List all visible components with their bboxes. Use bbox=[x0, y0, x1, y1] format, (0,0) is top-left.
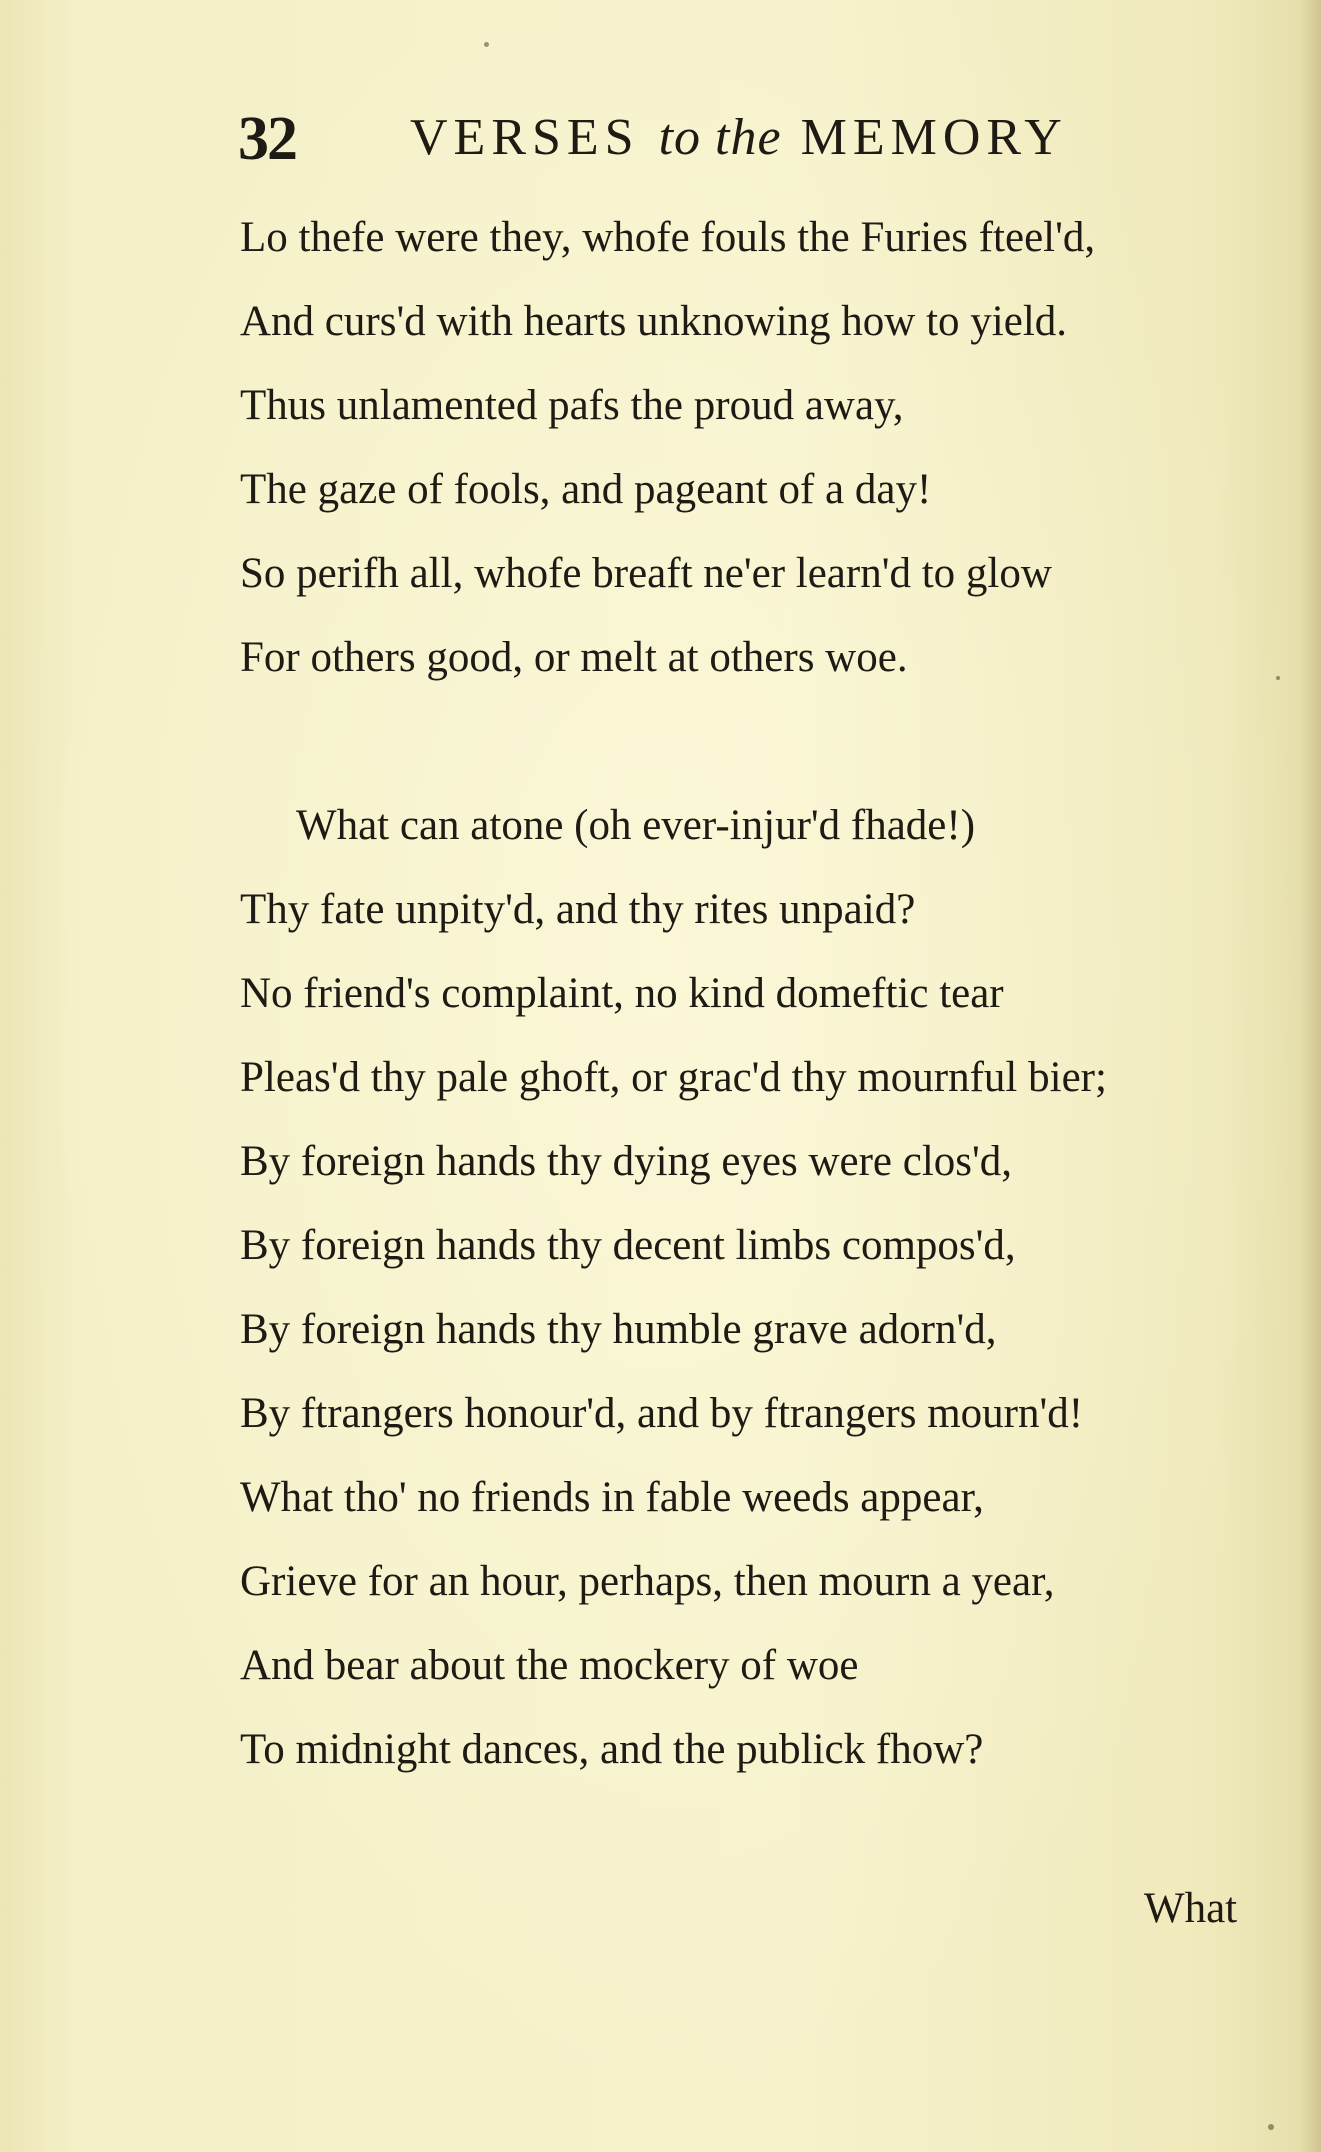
running-title-part3: MEMORY bbox=[800, 109, 1068, 166]
running-title bbox=[410, 108, 1068, 167]
running-title-part2: to the bbox=[658, 109, 782, 166]
verse-line: By foreign hands thy dying eyes were clos'd, bbox=[240, 1138, 1013, 1185]
ink-speck bbox=[484, 42, 489, 47]
verse-line: What can atone (oh ever-injur'd fhade!) bbox=[296, 802, 976, 849]
verse-line: By ftrangers honour'd, and by ftrangers mourn'd! bbox=[240, 1390, 1084, 1437]
verse-line: The gaze of fools, and pageant of a day! bbox=[240, 466, 932, 513]
verse-line: What tho' no friends in fable weeds appear, bbox=[240, 1474, 984, 1521]
verse-line: Grieve for an hour, perhaps, then mourn a year, bbox=[240, 1558, 1055, 1605]
running-title-part1: VERSES bbox=[410, 109, 640, 166]
verse-line: And curs'd with hearts unknowing how to yield. bbox=[240, 298, 1068, 345]
verse-line: And bear about the mockery of woe bbox=[240, 1642, 859, 1689]
verse-line: By foreign hands thy decent limbs compos'd, bbox=[240, 1222, 1016, 1269]
ink-speck bbox=[1276, 676, 1280, 680]
verse-line: For others good, or melt at others woe. bbox=[240, 634, 908, 681]
ink-speck bbox=[1268, 2124, 1274, 2130]
verse-line: By foreign hands thy humble grave adorn'd, bbox=[240, 1306, 997, 1353]
verse-line: Lo thefe were they, whofe fouls the Furies fteel'd, bbox=[240, 214, 1096, 261]
verse-line: Pleas'd thy pale ghoft, or grac'd thy mournful bier; bbox=[240, 1054, 1107, 1101]
verse-line: Thus unlamented pafs the proud away, bbox=[240, 382, 904, 429]
catchword: What bbox=[1144, 1885, 1238, 1932]
verse-line: No friend's complaint, no kind domeftic tear bbox=[240, 970, 1004, 1017]
stanza-2 bbox=[240, 784, 1107, 1792]
page-edge-shadow bbox=[1299, 0, 1321, 2152]
stanza-1 bbox=[240, 196, 1095, 700]
running-header bbox=[238, 104, 1138, 184]
page-number: 32 bbox=[238, 105, 296, 173]
verse-line: Thy fate unpity'd, and thy rites unpaid? bbox=[240, 886, 916, 933]
verse-line: So perifh all, whofe breaft ne'er learn'd to glow bbox=[240, 550, 1052, 597]
verse-line: To midnight dances, and the publick fhow? bbox=[240, 1726, 984, 1773]
